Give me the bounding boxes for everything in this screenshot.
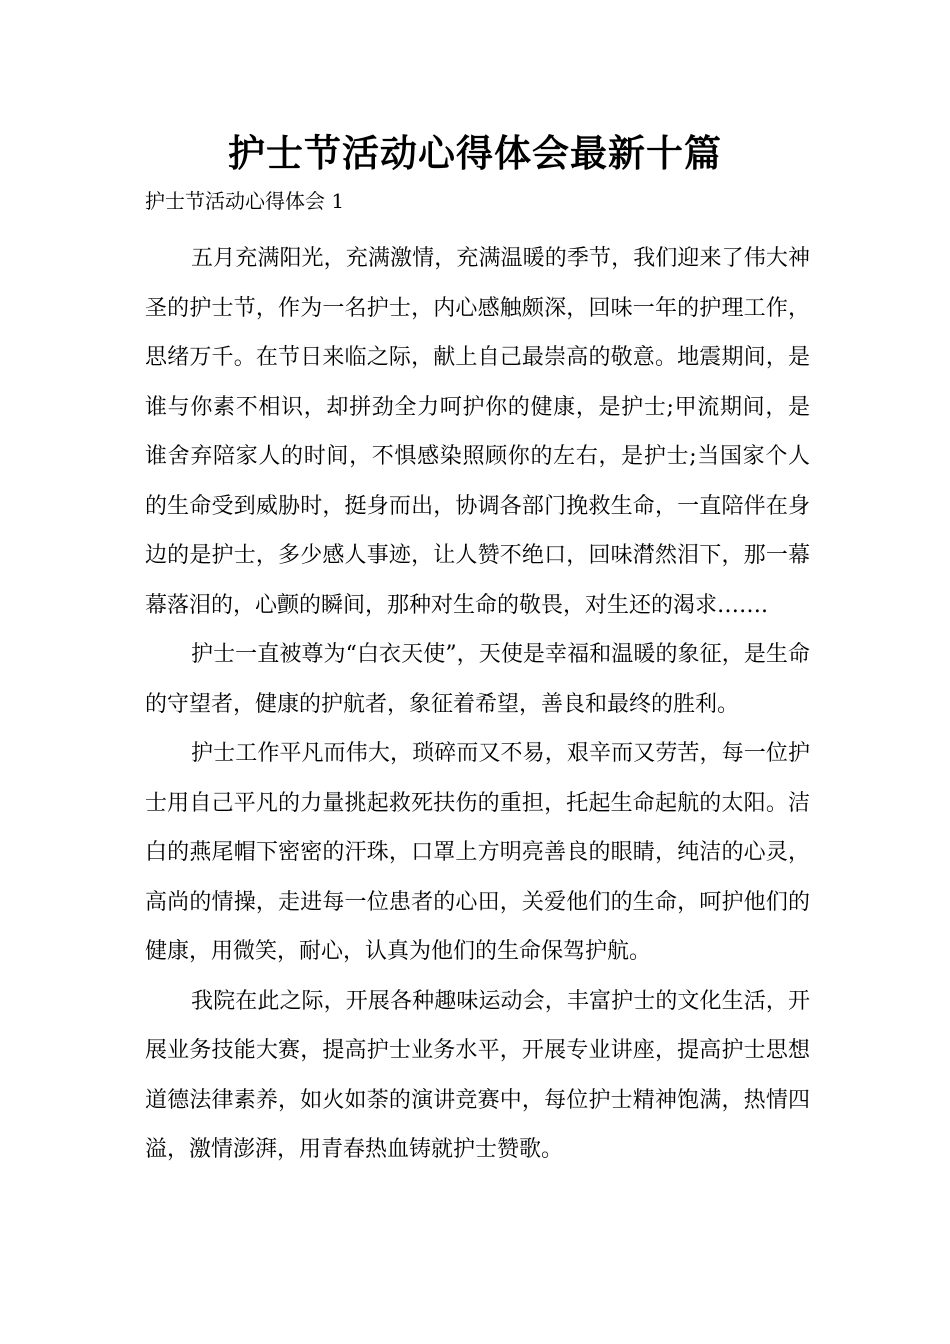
paragraph-1: 五月充满阳光，充满激情，充满温暖的季节，我们迎来了伟大神圣的护士节，作为一名护士，内心感触颇深，回味一年的护理工作，思绪万千。在节日来临之际，献上自己最崇高的敬意。地震期间，是谁与你素不相识，却拼劲全力呵护你的健康，是护士;甲流期间，是谁舍弃陪家人的时间，不惧感染照顾你的左右，是护士;当国家个人的生命受到威胁时，挺身而出，协调各部门挽救生命，一直陪伴在身边的是护士，多少感人事迹，让人赞不绝口，回味潸然泪下，那一幕幕落泪的，心颤的瞬间，那种对生命的敬畏，对生还的渴求……. (145, 246, 810, 618)
section-heading: 护士节活动心得体会 1 (145, 189, 345, 213)
document-body (145, 234, 810, 1175)
paragraph-2: 护士一直被尊为“白衣天使”，天使是幸福和温暖的象征，是生命的守望者，健康的护航者，象征着希望，善良和最终的胜利。 (145, 642, 810, 717)
paragraph-4: 我院在此之际，开展各种趣味运动会，丰富护士的文化生活，开展业务技能大赛，提高护士业务水平，开展专业讲座，提高护士思想道德法律素养，如火如荼的演讲竞赛中，每位护士精神饱满，热情四溢，激情澎湃，用青春热血铸就护士赞歌。 (145, 988, 810, 1162)
paragraph-3: 护士工作平凡而伟大，琐碎而又不易，艰辛而又劳苦，每一位护士用自己平凡的力量挑起救死扶伤的重担，托起生命起航的太阳。洁白的燕尾帽下密密的汗珠，口罩上方明亮善良的眼睛，纯洁的心灵，高尚的情操，走进每一位患者的心田，关爱他们的生命，呵护他们的健康，用微笑，耐心，认真为他们的生命保驾护航。 (145, 741, 810, 964)
document-title: 护士节活动心得体会最新十篇 (228, 132, 722, 175)
